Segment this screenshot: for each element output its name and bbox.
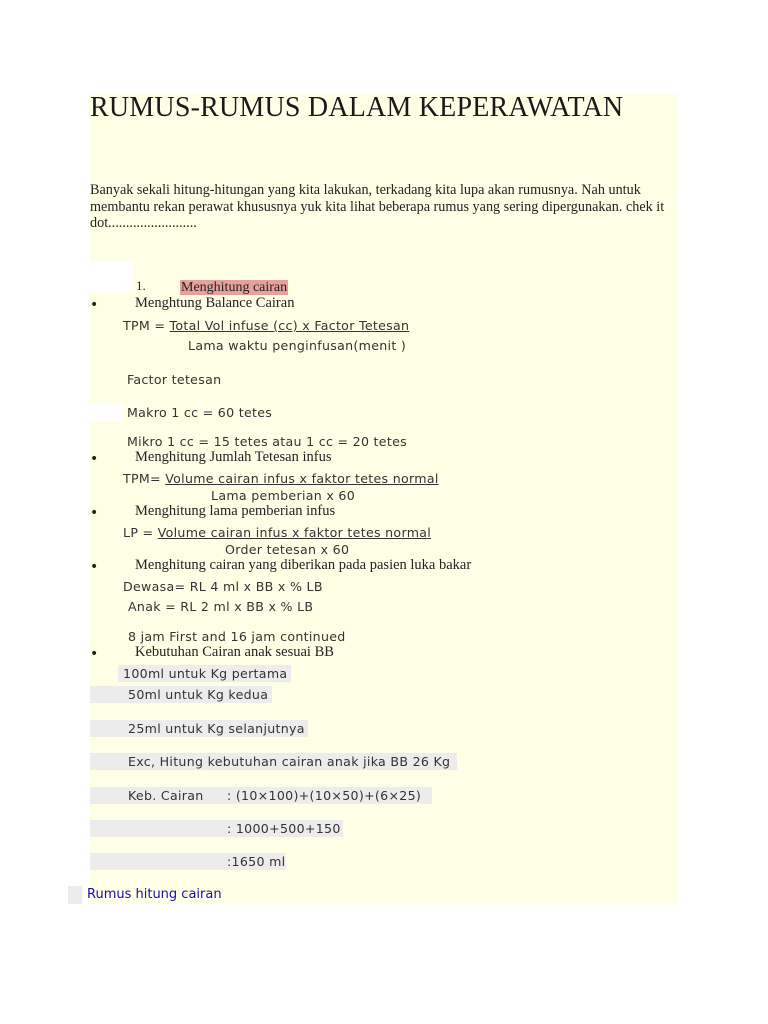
keb-label: Keb. Cairan (128, 788, 204, 803)
whitespace-block (90, 404, 124, 422)
tpm-numerator: Total Vol infuse (cc) x Factor Tetesan (169, 318, 410, 333)
tpm2-denominator: Lama pemberian x 60 (211, 488, 356, 503)
bullet-heading-lama: Menghitung lama pemberian infus (135, 503, 336, 519)
bullet-icon: • (90, 505, 99, 521)
bb-line-1: 100ml untuk Kg pertama (123, 666, 288, 681)
bullet-heading-anak-bb: Kebutuhan Cairan anak sesuai BB (135, 644, 334, 660)
rumus-cairan-link[interactable]: Rumus hitung cairan (87, 887, 222, 902)
factor-label: Factor tetesan (127, 372, 222, 387)
keb-formula-1: : (10×100)+(10×50)+(6×25) (227, 788, 422, 803)
bullet-heading-luka: Menghitung cairan yang diberikan pada pasien luka bakar (135, 557, 472, 573)
exc-line: Exc, Hitung kebutuhan cairan anak jika BB 26 Kg (128, 754, 451, 769)
keb-formula-2: : 1000+500+150 (227, 821, 341, 836)
intro-paragraph: Banyak sekali hitung-hitungan yang kita lakukan, terkadang kita lupa akan rumusnya. Nah untuk membantu rekan perawat khususnya yuk kita lihat beberapa rumus yang sering dipergunakan. chek it dot......................... (90, 182, 665, 231)
bullet-icon: • (90, 559, 99, 575)
bb-line-2: 50ml untuk Kg kedua (128, 687, 269, 702)
lp-denominator: Order tetesan x 60 (225, 542, 350, 557)
bullet-icon: • (90, 646, 99, 662)
dewasa-line: Dewasa= RL 4 ml x BB x % LB (123, 579, 323, 594)
section-heading-label: Menghitung cairan (181, 280, 288, 295)
lp-formula (123, 525, 431, 540)
section-heading (180, 276, 288, 296)
bullet-heading-balance: Menghtung Balance Cairan (135, 295, 295, 311)
bullet-heading-jumlah: Menghitung Jumlah Tetesan infus (135, 449, 332, 465)
bullet-icon: • (90, 297, 99, 313)
tpm-formula (123, 318, 409, 333)
lp-numerator: Volume cairan infus x faktor tetes normal (157, 525, 432, 540)
bullet-icon: • (90, 451, 99, 467)
lp-prefix: LP = (123, 525, 158, 540)
keb-formula-3: :1650 ml (227, 854, 286, 869)
tpm2-formula (123, 471, 439, 486)
highlight-bar (68, 886, 82, 904)
tpm2-prefix: TPM= (123, 471, 166, 486)
whitespace-block (90, 262, 134, 292)
tpm-prefix: TPM = (123, 318, 170, 333)
bb-line-3: 25ml untuk Kg selanjutnya (128, 721, 305, 736)
tpm-denominator: Lama waktu penginfusan(menit ) (188, 338, 407, 353)
list-number: 1. (136, 278, 146, 293)
tpm2-numerator: Volume cairan infus x faktor tetes normal (165, 471, 439, 486)
page-title: RUMUS-RUMUS DALAM KEPERAWATAN (90, 92, 624, 123)
jam-line: 8 jam First and 16 jam continued (128, 629, 346, 644)
makro-line: Makro 1 cc = 60 tetes (127, 405, 273, 420)
mikro-line: Mikro 1 cc = 15 tetes atau 1 cc = 20 tetes (127, 434, 407, 449)
anak-line: Anak = RL 2 ml x BB x % LB (128, 599, 314, 614)
